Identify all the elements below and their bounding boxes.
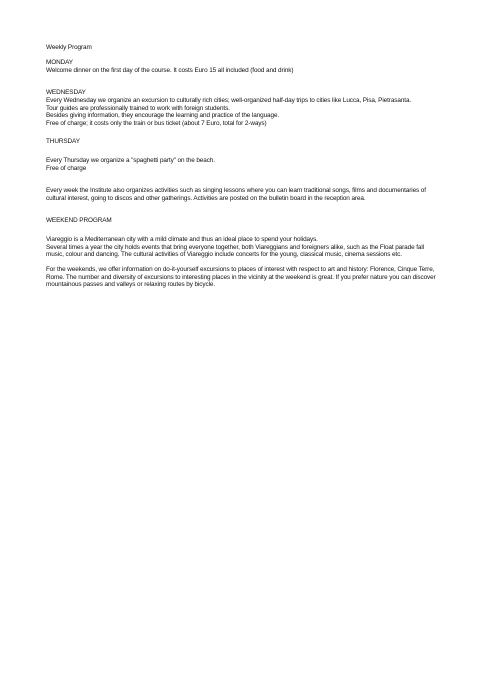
monday-line-1: Welcome dinner on the first day of the course. It costs Euro 15 all included (food and drink)	[46, 66, 294, 74]
spacer	[46, 146, 438, 157]
weekend-paragraph-3: For the weekends, we offer information on do-it-yourself excursions to places of interest with respect to art and history: Florence, Cinque Terre, Rome. The number and diversity of excursions to interesting places in the vicinity at the weekend is great. If you prefer nature you can discover mountainous passes and valleys or relaxing routes by bicycle.	[46, 266, 436, 289]
document-content	[46, 44, 438, 289]
activities-paragraph: Every week the Institute also organizes activities such as singing lessons where you can learn traditional songs, films and documentaries of cultural interest, going to discos and other gatherings. Activities are posted on the bulletin board in the reception area.	[46, 187, 426, 202]
thursday-heading: THURSDAY	[46, 138, 80, 146]
monday-heading: MONDAY	[46, 59, 73, 67]
wednesday-line-1: Every Wednesday we organize an excursion to culturally rich cities; well-organized half-day trips to cities like Lucca, Pisa, Pietrasanta.	[46, 96, 412, 104]
thursday-line-2: Free of charge	[46, 164, 87, 172]
spacer	[46, 259, 438, 267]
weekend-paragraph-1: Viareggio is a Mediterranean city with a mild climate and thus an ideal place to spend your holidays.	[46, 235, 318, 243]
thursday-line-1: Every Thursday we organize a "spaghetti party" on the beach.	[46, 156, 215, 164]
spacer	[46, 74, 438, 89]
spacer	[46, 52, 438, 60]
spacer	[46, 172, 438, 187]
wednesday-line-4: Free of charge; it costs only the train or bus ticket (about 7 Euro, total for 2-ways)	[46, 119, 267, 127]
wednesday-heading: WEDNESDAY	[46, 89, 86, 97]
wednesday-line-2: Tour guides are professionally trained to work with foreign students.	[46, 104, 230, 112]
spacer	[46, 127, 438, 138]
spacer	[46, 202, 438, 217]
weekend-heading: WEEKEND PROGRAM	[46, 217, 112, 225]
spacer	[46, 225, 438, 236]
document-title: Weekly Program	[46, 44, 92, 51]
wednesday-line-3: Besides giving information, they encourage the learning and practice of the language.	[46, 112, 280, 120]
weekend-paragraph-2: Several times a year the city holds events that bring everyone together, both Viareggians and foreigners alike, such as the Float parade fall music, colour and dancing. The cultural activities of Viareggio include concerts for the young, classical music, cinema sessions etc.	[46, 243, 424, 259]
